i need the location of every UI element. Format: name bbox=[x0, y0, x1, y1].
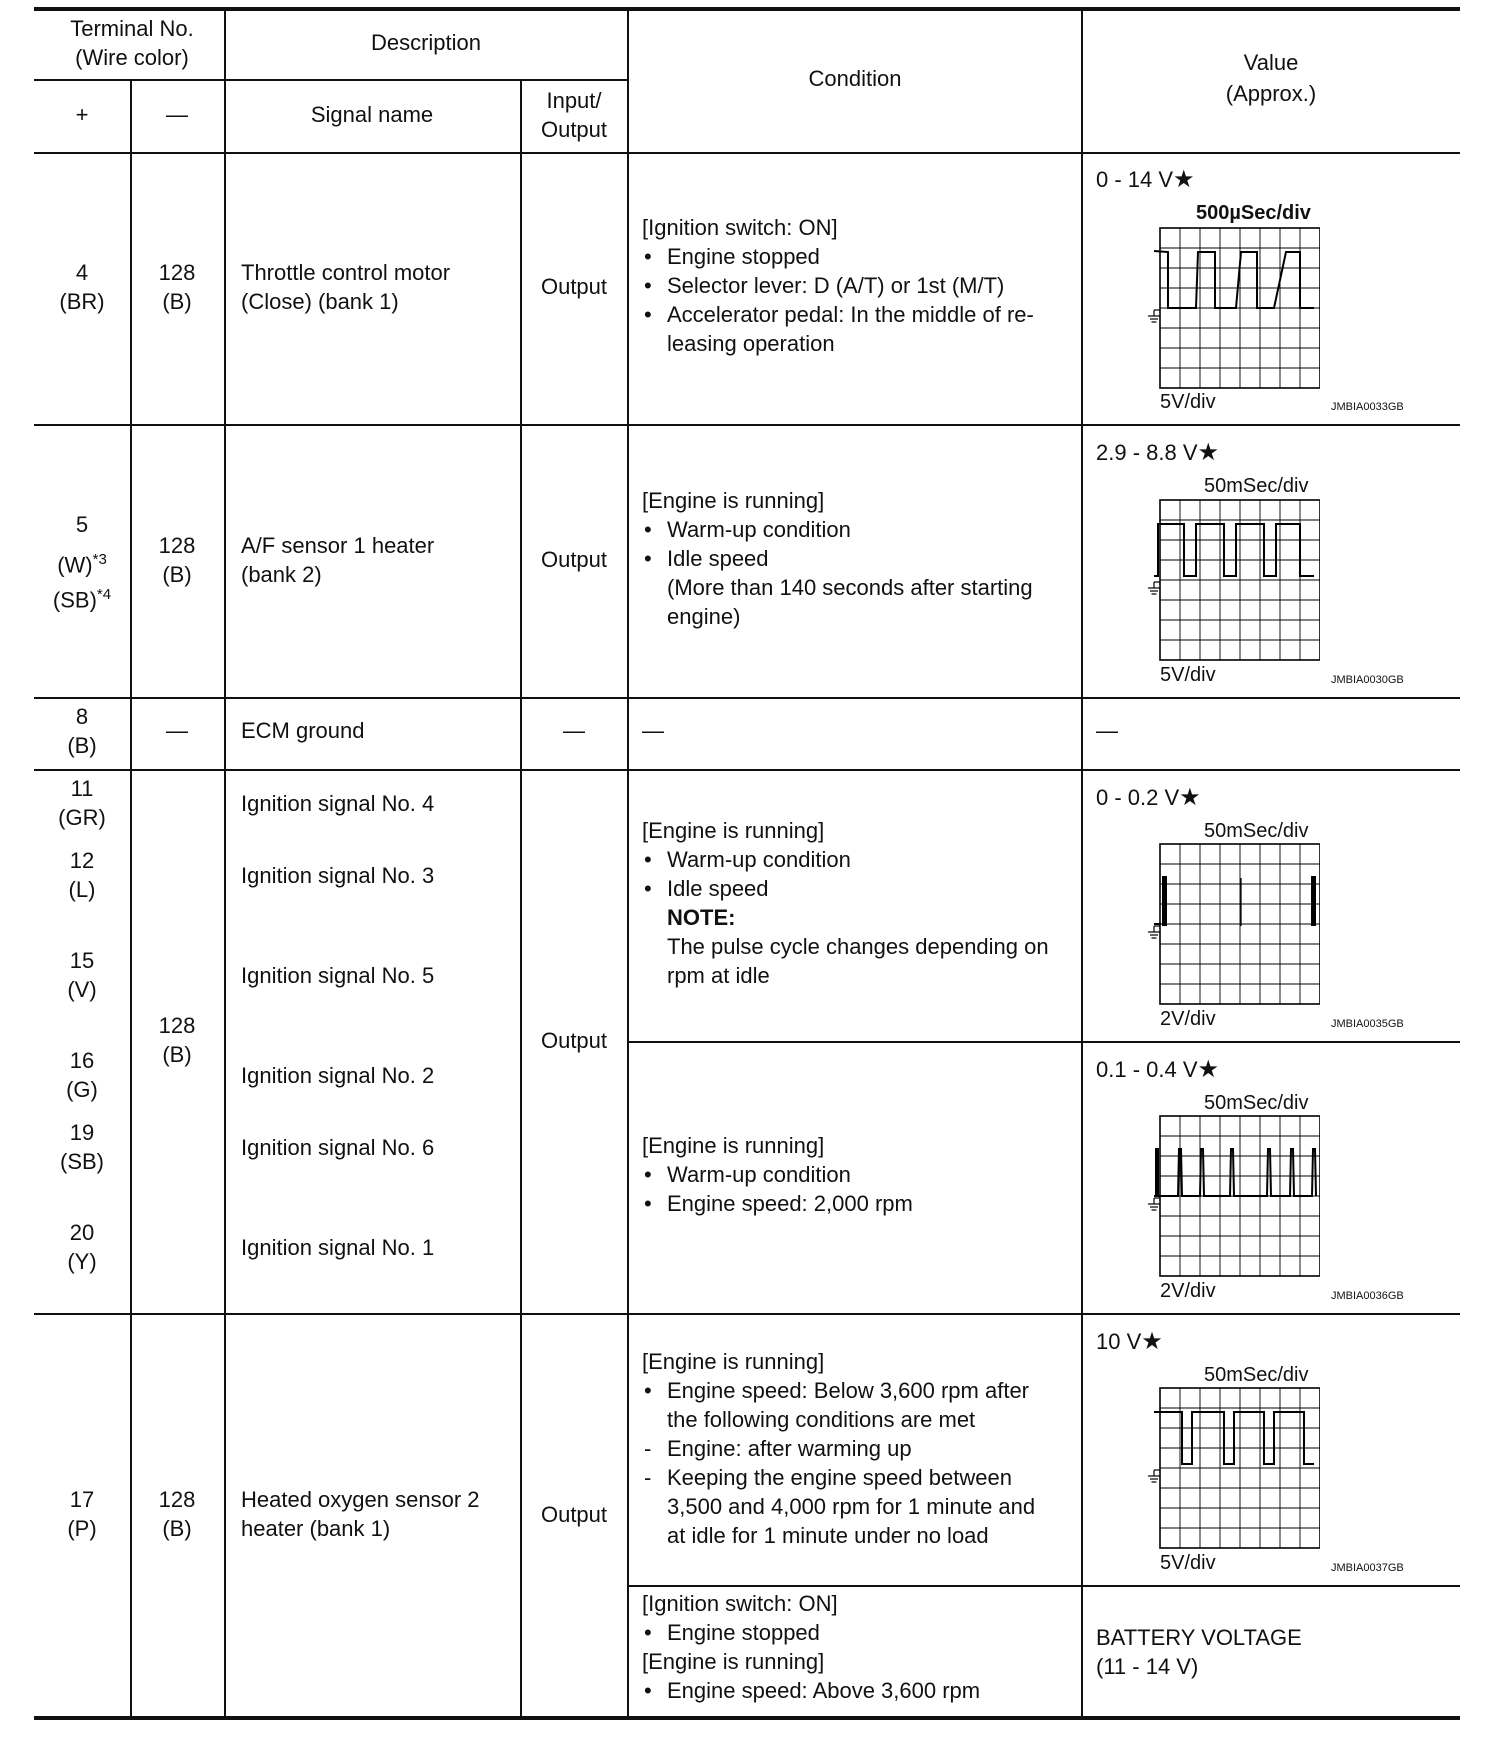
value-range bbox=[1096, 1055, 1219, 1084]
list-item bbox=[642, 300, 1034, 329]
figure-id: JMBIA0035GB bbox=[1331, 1018, 1404, 1030]
condition-item: Engine stopped bbox=[667, 1620, 820, 1645]
value-text: 0.1 - 0.4 V bbox=[1096, 1057, 1198, 1082]
terminal-no: 8 bbox=[75, 704, 89, 729]
condition-list bbox=[642, 1376, 1035, 1550]
waveform-scope bbox=[1140, 496, 1320, 666]
value-text: 10 V bbox=[1096, 1329, 1142, 1354]
condition-head: [Engine is running] bbox=[642, 1349, 825, 1374]
bullet-icon: • bbox=[644, 876, 652, 901]
ground-icon bbox=[1148, 1198, 1160, 1210]
volt-per-div: 5V/div bbox=[1160, 391, 1216, 413]
wire-color-text: (W) bbox=[57, 552, 93, 578]
condition-item: Idle speed bbox=[667, 876, 769, 901]
value-range bbox=[1096, 438, 1219, 467]
list-item bbox=[642, 329, 1034, 358]
list-item bbox=[642, 573, 1033, 602]
vrule-1 bbox=[130, 80, 132, 1717]
list-item bbox=[642, 1521, 1035, 1550]
list-item bbox=[642, 1463, 1035, 1492]
list-item bbox=[642, 874, 1049, 903]
star-icon: ★ bbox=[1173, 166, 1195, 193]
timebase-label: 500µSec/div bbox=[1196, 202, 1311, 224]
minus-terminal: 128 bbox=[158, 1487, 196, 1512]
bullet-icon: • bbox=[644, 546, 652, 571]
volt-per-div: 5V/div bbox=[1160, 664, 1216, 686]
vrule-5 bbox=[1081, 9, 1083, 1717]
list-item bbox=[642, 845, 1049, 874]
condition-item: Engine stopped bbox=[667, 244, 820, 269]
waveform-trace bbox=[1154, 251, 1314, 308]
signal-name: Ignition signal No. 6 bbox=[241, 1135, 435, 1160]
list-item bbox=[642, 602, 1033, 631]
list-item bbox=[642, 1492, 1035, 1521]
terminal-no: 15 bbox=[69, 948, 95, 973]
wire-color: (G) bbox=[66, 1077, 98, 1102]
vrule-4 bbox=[627, 9, 629, 1717]
wire-color: (BR) bbox=[59, 289, 105, 314]
row-17-split-rule bbox=[628, 1585, 1460, 1587]
minus-wire-color: (B) bbox=[162, 1516, 192, 1541]
bullet-icon: • bbox=[644, 1678, 652, 1703]
figure-id: JMBIA0036GB bbox=[1331, 1290, 1404, 1302]
signal-name-2: (bank 2) bbox=[241, 562, 322, 587]
condition-head: [Engine is running] bbox=[642, 1133, 825, 1158]
volt-per-div: 5V/div bbox=[1160, 1552, 1216, 1574]
minus-terminal: — bbox=[166, 718, 188, 743]
table-top-rule bbox=[34, 7, 1460, 11]
waveform-trace bbox=[1154, 1412, 1314, 1464]
terminal-no: 20 bbox=[69, 1220, 95, 1245]
timebase-label: 50mSec/div bbox=[1204, 820, 1309, 842]
condition-item: Engine speed: Below 3,600 rpm after bbox=[667, 1378, 1030, 1403]
condition-item: Warm-up condition bbox=[667, 1162, 851, 1187]
waveform-scope bbox=[1140, 1112, 1320, 1282]
list-item bbox=[642, 1676, 980, 1705]
terminal-no: 17 bbox=[69, 1487, 95, 1512]
minus-terminal: 128 bbox=[158, 1013, 196, 1038]
list-item bbox=[642, 1647, 980, 1676]
row-4-bottom-rule bbox=[34, 424, 1460, 426]
terminal-no: 12 bbox=[69, 848, 95, 873]
condition-item: Selector lever: D (A/T) or 1st (M/T) bbox=[667, 273, 1005, 298]
header-condition: Condition bbox=[808, 66, 902, 91]
bullet-icon: • bbox=[644, 847, 652, 872]
io-type: Output bbox=[540, 274, 608, 299]
terminal-no: 16 bbox=[69, 1048, 95, 1073]
timebase-label: 50mSec/div bbox=[1204, 475, 1309, 497]
pulse-mark bbox=[1162, 876, 1167, 926]
signal-name: ECM ground bbox=[241, 718, 365, 743]
wire-color: (SB) bbox=[60, 1149, 104, 1174]
bullet-icon: • bbox=[644, 1378, 652, 1403]
star-icon: ★ bbox=[1179, 784, 1201, 811]
value-range bbox=[1096, 165, 1195, 194]
figure-id: JMBIA0037GB bbox=[1331, 1562, 1404, 1574]
condition-item: Accelerator pedal: In the middle of re- bbox=[667, 302, 1034, 327]
pulse-mark bbox=[1311, 876, 1316, 926]
ground-icon bbox=[1148, 582, 1160, 594]
signal-name: Ignition signal No. 1 bbox=[241, 1235, 435, 1260]
condition-list bbox=[642, 1618, 980, 1705]
header-minus: — bbox=[166, 102, 188, 127]
signal-name: A/F sensor 1 heater bbox=[241, 533, 435, 558]
condition-item: Keeping the engine speed between bbox=[667, 1465, 1012, 1490]
io-type: — bbox=[563, 718, 585, 743]
list-item bbox=[642, 271, 1034, 300]
signal-name: Throttle control motor bbox=[241, 260, 451, 285]
value-text: 0 - 14 V bbox=[1096, 167, 1174, 192]
ign-split-rule bbox=[628, 1041, 1460, 1043]
row-ign-bottom-rule bbox=[34, 1313, 1460, 1315]
value-range bbox=[1096, 1327, 1163, 1356]
header-signal-name: Signal name bbox=[310, 102, 434, 127]
condition-item: Warm-up condition bbox=[667, 847, 851, 872]
list-item bbox=[642, 1618, 980, 1647]
vrule-3 bbox=[520, 80, 522, 1717]
list-item bbox=[642, 1405, 1035, 1434]
ground-icon bbox=[1148, 1470, 1160, 1482]
wire-color-b bbox=[34, 580, 130, 614]
note-text: The pulse cycle changes depending on bbox=[667, 934, 1049, 959]
condition-list bbox=[642, 515, 1033, 631]
wire-color: (P) bbox=[67, 1516, 97, 1541]
list-item bbox=[642, 1434, 1035, 1463]
list-item bbox=[642, 544, 1033, 573]
io-type: Output bbox=[540, 1028, 608, 1053]
timebase-label: 50mSec/div bbox=[1204, 1092, 1309, 1114]
header-terminal-no: Terminal No. bbox=[70, 16, 194, 41]
volt-per-div: 2V/div bbox=[1160, 1280, 1216, 1302]
condition-list bbox=[642, 1160, 913, 1218]
minus-wire-color: (B) bbox=[162, 289, 192, 314]
condition-item: Engine speed: 2,000 rpm bbox=[667, 1191, 913, 1216]
value-text: BATTERY VOLTAGE bbox=[1096, 1625, 1302, 1650]
minus-wire-color: (B) bbox=[162, 562, 192, 587]
bullet-icon: • bbox=[644, 273, 652, 298]
condition-item: Warm-up condition bbox=[667, 517, 851, 542]
minus-wire-color: (B) bbox=[162, 1042, 192, 1067]
bullet-icon: • bbox=[644, 1191, 652, 1216]
condition-item: Engine speed: Above 3,600 rpm bbox=[667, 1678, 981, 1703]
signal-name: Ignition signal No. 4 bbox=[241, 791, 435, 816]
star-icon: ★ bbox=[1197, 439, 1220, 466]
condition-list bbox=[642, 845, 1049, 990]
star-icon: ★ bbox=[1197, 1056, 1220, 1083]
list-item bbox=[642, 1189, 913, 1218]
bullet-icon: • bbox=[644, 244, 652, 269]
waveform-scope bbox=[1140, 1384, 1320, 1554]
bullet-icon: • bbox=[644, 1162, 652, 1187]
vrule-2 bbox=[224, 9, 226, 1717]
list-item bbox=[642, 515, 1033, 544]
wire-color: (Y) bbox=[67, 1249, 97, 1274]
row-5-bottom-rule bbox=[34, 697, 1460, 699]
signal-name: Heated oxygen sensor 2 bbox=[241, 1487, 480, 1512]
condition-item: [Engine is running] bbox=[642, 1649, 825, 1674]
signal-name: Ignition signal No. 3 bbox=[241, 863, 435, 888]
note-label: NOTE: bbox=[667, 905, 736, 930]
condition-item: leasing operation bbox=[667, 331, 835, 356]
terminal-no: 5 bbox=[75, 512, 89, 537]
signal-name-2: heater (bank 1) bbox=[241, 1516, 391, 1541]
io-type: Output bbox=[540, 1502, 608, 1527]
signal-name: Ignition signal No. 2 bbox=[241, 1063, 435, 1088]
figure-id: JMBIA0030GB bbox=[1331, 674, 1404, 686]
io-type: Output bbox=[540, 547, 608, 572]
ground-icon bbox=[1148, 310, 1160, 322]
minus-terminal: 128 bbox=[158, 260, 196, 285]
list-item bbox=[642, 242, 1034, 271]
header-wire-color: (Wire color) bbox=[75, 45, 189, 70]
table-bottom-rule bbox=[34, 1716, 1460, 1720]
figure-id: JMBIA0033GB bbox=[1331, 401, 1404, 413]
condition-item: engine) bbox=[667, 604, 741, 629]
condition-item: (More than 140 seconds after starting bbox=[667, 575, 1033, 600]
condition-list bbox=[642, 242, 1034, 358]
condition-item: the following conditions are met bbox=[667, 1407, 976, 1432]
signal-name-2: (Close) (bank 1) bbox=[241, 289, 399, 314]
value-text: 2.9 - 8.8 V bbox=[1096, 440, 1198, 465]
value-range bbox=[1096, 783, 1201, 812]
wire-color: (V) bbox=[67, 977, 97, 1002]
header-output: Output bbox=[540, 117, 608, 142]
list-item bbox=[642, 932, 1049, 961]
header-description: Description bbox=[370, 30, 482, 55]
wire-color: (GR) bbox=[58, 805, 106, 830]
timebase-label: 50mSec/div bbox=[1204, 1364, 1309, 1386]
header-plus: + bbox=[75, 102, 89, 127]
wire-color-a bbox=[34, 545, 130, 579]
bullet-icon: • bbox=[644, 1620, 652, 1645]
row-8-bottom-rule bbox=[34, 769, 1460, 771]
value-text-2: (11 - 14 V) bbox=[1096, 1654, 1199, 1679]
bullet-icon: • bbox=[644, 302, 652, 327]
list-item bbox=[642, 1376, 1035, 1405]
condition-head: [Engine is running] bbox=[642, 818, 825, 843]
footnote-ref: *3 bbox=[92, 551, 107, 568]
condition-head: [Ignition switch: ON] bbox=[642, 1591, 838, 1616]
header-mid-rule bbox=[34, 79, 628, 81]
bullet-icon: • bbox=[644, 517, 652, 542]
ground-icon bbox=[1148, 926, 1160, 938]
waveform-scope bbox=[1140, 840, 1320, 1010]
header-input: Input/ bbox=[546, 88, 602, 113]
list-item bbox=[642, 961, 1049, 990]
wire-color: (L) bbox=[68, 877, 96, 902]
waveform-scope bbox=[1140, 224, 1320, 394]
terminal-no: 11 bbox=[70, 776, 94, 801]
list-item bbox=[642, 1160, 913, 1189]
signal-name: Ignition signal No. 5 bbox=[241, 963, 435, 988]
waveform-trace bbox=[1154, 524, 1314, 576]
header-approx: (Approx.) bbox=[1225, 81, 1317, 106]
condition-item: Idle speed bbox=[667, 546, 769, 571]
wire-color: (B) bbox=[67, 733, 97, 758]
dash-icon: - bbox=[644, 1465, 652, 1490]
value-text: — bbox=[1096, 718, 1118, 743]
wire-color-text: (SB) bbox=[52, 587, 97, 613]
condition-head: [Ignition switch: ON] bbox=[642, 215, 838, 240]
value-text: 0 - 0.2 V bbox=[1096, 785, 1180, 810]
header-value: Value bbox=[1243, 50, 1299, 75]
star-icon: ★ bbox=[1141, 1328, 1163, 1355]
volt-per-div: 2V/div bbox=[1160, 1008, 1216, 1030]
footnote-ref: *4 bbox=[96, 586, 112, 603]
minus-terminal: 128 bbox=[158, 533, 196, 558]
dash-icon: - bbox=[644, 1436, 652, 1461]
condition-head: [Engine is running] bbox=[642, 488, 825, 513]
condition-item: Engine: after warming up bbox=[667, 1436, 912, 1461]
condition-text: — bbox=[642, 718, 664, 743]
header-bottom-rule bbox=[34, 152, 1460, 154]
condition-item: at idle for 1 minute under no load bbox=[667, 1523, 989, 1548]
terminal-no: 19 bbox=[69, 1120, 95, 1145]
condition-item: 3,500 and 4,000 rpm for 1 minute and bbox=[667, 1494, 1036, 1519]
note-text: rpm at idle bbox=[667, 963, 770, 988]
terminal-no: 4 bbox=[75, 260, 89, 285]
list-item bbox=[642, 903, 1049, 932]
